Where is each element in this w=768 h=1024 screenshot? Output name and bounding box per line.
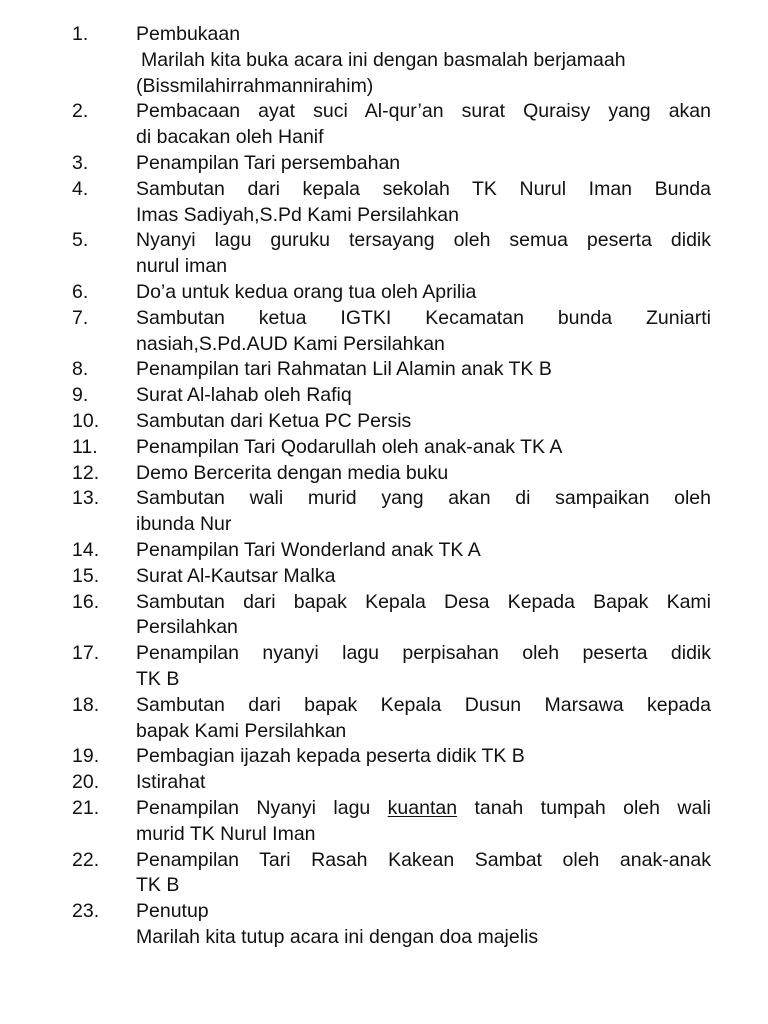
event-program-document bbox=[0, 22, 768, 951]
list-item-number: 6. bbox=[72, 280, 89, 303]
list-item-line bbox=[136, 796, 711, 822]
list-item-line: Penampilan nyanyi lagu perpisahan oleh peserta didik bbox=[136, 642, 711, 665]
list-item-text bbox=[136, 641, 711, 693]
list-item-number: 10. bbox=[72, 409, 100, 432]
list-item-number: 12. bbox=[72, 461, 100, 484]
list-item-line: Penutup bbox=[136, 900, 209, 923]
list-item-number: 16. bbox=[72, 590, 100, 613]
list-item-line: bapak Kami Persilahkan bbox=[136, 719, 347, 742]
list-item-line: di bacakan oleh Hanif bbox=[136, 126, 324, 149]
list-item-number: 11. bbox=[72, 435, 98, 458]
list-item-number: 3. bbox=[72, 151, 89, 174]
list-item bbox=[0, 744, 768, 770]
list-item bbox=[0, 848, 768, 900]
list-item bbox=[0, 770, 768, 796]
list-item bbox=[0, 796, 768, 848]
list-item-line: (Bissmilahirrahmannirahim) bbox=[136, 74, 374, 97]
list-item-text bbox=[136, 744, 711, 770]
list-item-line: ibunda Nur bbox=[136, 513, 232, 536]
list-item bbox=[0, 228, 768, 280]
list-item-line: Pembukaan bbox=[136, 23, 241, 45]
list-item-line: Nyanyi lagu guruku tersayang oleh semua peserta didik bbox=[136, 229, 711, 252]
list-item-number: 21. bbox=[72, 796, 100, 819]
list-item-text bbox=[136, 590, 711, 642]
list-item-line: Penampilan Tari Qodarullah oleh anak-anak TK A bbox=[136, 435, 563, 458]
list-item-text bbox=[136, 409, 711, 435]
list-item-line: Sambutan dari bapak Kepala Dusun Marsawa kepada bbox=[136, 693, 711, 716]
list-item-line: nasiah,S.Pd.AUD Kami Persilahkan bbox=[136, 332, 445, 355]
list-item-line: TK B bbox=[136, 667, 180, 690]
list-item bbox=[0, 306, 768, 358]
list-item bbox=[0, 461, 768, 487]
list-item-text bbox=[136, 228, 711, 280]
list-item-text bbox=[136, 899, 711, 951]
list-item-line: Demo Bercerita dengan media buku bbox=[136, 461, 449, 484]
list-item-number: 8. bbox=[72, 358, 89, 381]
list-item-number: 9. bbox=[72, 384, 89, 407]
list-item-text bbox=[136, 177, 711, 229]
list-item-line: Penampilan tari Rahmatan Lil Alamin anak TK B bbox=[136, 358, 552, 381]
list-item-line: Penampilan Tari Rasah Kakean Sambat oleh anak-anak bbox=[136, 848, 711, 871]
list-item-line: Do’a untuk kedua orang tua oleh Aprilia bbox=[136, 280, 477, 303]
list-item-line: Sambutan ketua IGTKI Kecamatan bunda Zuniarti bbox=[136, 306, 711, 329]
list-item-text bbox=[136, 435, 711, 461]
list-item-line: murid TK Nurul Iman bbox=[136, 822, 316, 845]
list-item-number: 13. bbox=[72, 487, 100, 510]
list-item-number: 22. bbox=[72, 848, 100, 871]
list-item bbox=[0, 693, 768, 745]
list-item-number: 5. bbox=[72, 229, 89, 252]
list-item-line: Istirahat bbox=[136, 771, 206, 794]
list-item-text bbox=[136, 306, 711, 358]
list-item bbox=[0, 177, 768, 229]
list-item-number: 20. bbox=[72, 771, 100, 794]
list-item bbox=[0, 538, 768, 564]
list-item-text bbox=[136, 99, 711, 151]
list-item-text bbox=[136, 486, 711, 538]
list-item-line: Pembagian ijazah kepada peserta didik TK B bbox=[136, 745, 525, 768]
list-item bbox=[0, 22, 768, 99]
list-item-line: Pembacaan ayat suci Al-qur’an surat Quraisy yang akan bbox=[136, 100, 711, 123]
list-item-segment: Penampilan Nyanyi lagu bbox=[136, 796, 371, 819]
list-item-number: 15. bbox=[72, 564, 100, 587]
underlined-word: kuantan bbox=[387, 796, 458, 819]
list-item bbox=[0, 899, 768, 951]
list-item-text bbox=[136, 538, 711, 564]
list-item-text bbox=[136, 770, 711, 796]
list-item-text bbox=[136, 280, 711, 306]
list-item-text bbox=[136, 151, 711, 177]
list-item-line: Penampilan Tari persembahan bbox=[136, 151, 401, 174]
list-item-line: Persilahkan bbox=[136, 616, 238, 639]
list-item-number: 1. bbox=[72, 23, 89, 45]
list-item bbox=[0, 151, 768, 177]
list-item-segment: tanah tumpah oleh wali bbox=[474, 796, 711, 819]
list-item bbox=[0, 99, 768, 151]
list-item-line: Sambutan dari Ketua PC Persis bbox=[136, 409, 412, 432]
list-item-line: Surat Al-Kautsar Malka bbox=[136, 564, 336, 587]
list-item-line: Surat Al-lahab oleh Rafiq bbox=[136, 384, 352, 407]
list-item bbox=[0, 409, 768, 435]
list-item-line: Marilah kita tutup acara ini dengan doa majelis bbox=[136, 925, 539, 948]
list-item-text bbox=[136, 693, 711, 745]
list-item-line: Imas Sadiyah,S.Pd Kami Persilahkan bbox=[136, 203, 459, 226]
list-item-line: nurul iman bbox=[136, 255, 228, 278]
list-item-number: 19. bbox=[72, 745, 100, 768]
list-item bbox=[0, 383, 768, 409]
list-item-line: Sambutan dari kepala sekolah TK Nurul Iman Bunda bbox=[136, 177, 711, 200]
list-item bbox=[0, 435, 768, 461]
list-item-line: Sambutan dari bapak Kepala Desa Kepada Bapak Kami bbox=[136, 590, 711, 613]
list-item-line: TK B bbox=[136, 874, 180, 897]
list-item-text bbox=[136, 22, 711, 99]
list-item-text bbox=[136, 796, 711, 848]
list-item-number: 2. bbox=[72, 100, 89, 123]
list-item-text bbox=[136, 461, 711, 487]
list-item bbox=[0, 590, 768, 642]
list-item-line: Sambutan wali murid yang akan di sampaikan oleh bbox=[136, 487, 711, 510]
list-item bbox=[0, 357, 768, 383]
list-item-line: Marilah kita buka acara ini dengan basmalah berjamaah bbox=[141, 48, 626, 71]
list-item-text bbox=[136, 848, 711, 900]
list-item-number: 7. bbox=[72, 306, 89, 329]
list-item bbox=[0, 564, 768, 590]
list-item-text bbox=[136, 564, 711, 590]
list-item-line: Penampilan Tari Wonderland anak TK A bbox=[136, 538, 481, 561]
list-item bbox=[0, 641, 768, 693]
list-item bbox=[0, 280, 768, 306]
list-item-number: 23. bbox=[72, 900, 100, 923]
list-item-number: 18. bbox=[72, 693, 100, 716]
list-item-number: 4. bbox=[72, 177, 89, 200]
list-item bbox=[0, 486, 768, 538]
list-item-text bbox=[136, 357, 711, 383]
list-item-number: 14. bbox=[72, 538, 100, 561]
list-item-number: 17. bbox=[72, 642, 100, 665]
list-item-text bbox=[136, 383, 711, 409]
